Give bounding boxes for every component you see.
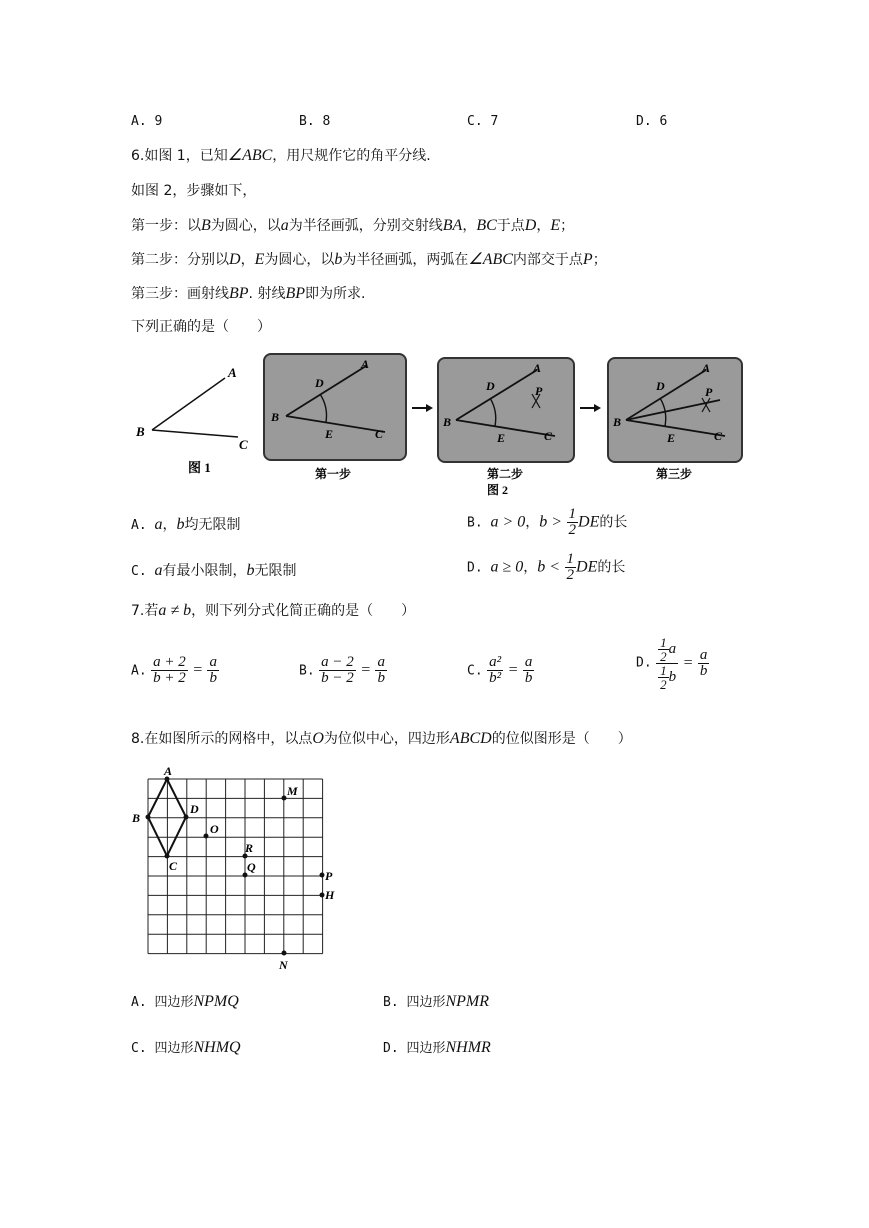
- t: 7.若: [131, 603, 159, 619]
- t: D.: [636, 655, 652, 671]
- q6-step1: [131, 216, 574, 236]
- t: a: [209, 654, 217, 670]
- t: D. 四边形: [383, 1041, 446, 1056]
- q8-stem: [131, 729, 632, 749]
- arrow-right-icon: [412, 404, 433, 412]
- t: NHMR: [445, 1039, 491, 1056]
- grid-label-o: O: [210, 822, 219, 836]
- t: a: [377, 654, 385, 670]
- figure-step2: [438, 358, 574, 497]
- t: a: [699, 647, 708, 663]
- q7a-left: [151, 655, 188, 686]
- t: b: [246, 562, 255, 579]
- t: B. 四边形: [383, 995, 446, 1010]
- q7-option-b: [299, 655, 387, 686]
- t: ，: [162, 517, 177, 533]
- t: ；: [592, 252, 607, 268]
- t: DE: [576, 558, 598, 576]
- t: A.: [131, 663, 147, 679]
- t: ，则下列分式化简正确的是（ ）: [191, 603, 416, 619]
- s2-label-b: B: [443, 415, 452, 429]
- grid-label-n: N: [279, 958, 288, 972]
- q7-option-c: [467, 655, 534, 686]
- t: ，: [536, 218, 551, 234]
- t: b: [377, 670, 385, 686]
- s2-caption: 第二步: [487, 467, 524, 481]
- t: ，: [240, 252, 255, 268]
- q6-angle: ∠ABC: [227, 147, 273, 164]
- t: b: [668, 668, 677, 685]
- t: A. 四边形: [131, 995, 194, 1010]
- t: a²: [489, 654, 502, 670]
- q7b-right: [375, 655, 387, 686]
- s2-label-c: C: [544, 429, 553, 443]
- t: b: [176, 516, 185, 533]
- q6-line1-pre: 6.如图 1，已知: [131, 148, 228, 164]
- q6-figures: [130, 350, 750, 505]
- t: NHMQ: [193, 1039, 241, 1056]
- t: ，: [462, 218, 477, 234]
- t: 的长: [599, 514, 628, 531]
- q6-option-b: [467, 507, 627, 538]
- t: b <: [537, 558, 561, 576]
- t: b: [699, 663, 708, 679]
- t: 的长: [597, 559, 626, 576]
- t: 的位似图形是（ ）: [491, 731, 632, 747]
- s1-caption: 第一步: [315, 467, 352, 481]
- s3-label-b: B: [613, 415, 622, 429]
- q5-option-a: A. 9: [131, 114, 163, 129]
- q8-option-d: [383, 1038, 491, 1059]
- q7a-right: [207, 655, 219, 686]
- t: a: [154, 562, 163, 579]
- t: 为半径画弧，两弧在: [342, 252, 469, 268]
- q6-prompt: 下列正确的是（ ）: [131, 319, 271, 335]
- q6-b-fraction: [567, 507, 579, 538]
- grid-label-d: D: [190, 802, 199, 816]
- grid-label-h: H: [325, 888, 335, 902]
- t: 2: [568, 522, 577, 538]
- t: B.: [467, 515, 491, 531]
- q8-option-c: [131, 1038, 241, 1059]
- q6-option-c: [131, 561, 296, 582]
- s1-label-e: E: [325, 427, 334, 441]
- q6-line2: 如图 2，步骤如下，: [131, 183, 257, 199]
- q7c-left: [487, 655, 503, 686]
- t: 为半径画弧，分别交射线: [288, 218, 443, 234]
- s3-label-d: D: [656, 379, 665, 393]
- t: b²: [489, 670, 502, 686]
- s2-label-a: A: [533, 361, 542, 375]
- s3-label-a: A: [702, 361, 711, 375]
- fig1-label-b: B: [136, 424, 145, 439]
- figure-step3: [608, 358, 742, 481]
- t: DE: [578, 513, 600, 531]
- t: a: [524, 654, 533, 670]
- q7b-left: [319, 655, 356, 686]
- s2-label-p: P: [535, 384, 543, 398]
- q7d-right: [698, 648, 710, 679]
- t: b: [334, 251, 343, 268]
- q5-option-c: C. 7: [467, 114, 499, 129]
- q5-option-b: B. 8: [299, 114, 331, 129]
- fig1-label-c: C: [239, 437, 248, 452]
- s3-label-e: E: [667, 431, 676, 445]
- grid-label-c: C: [169, 859, 178, 873]
- t: a + 2: [153, 654, 186, 670]
- t: D: [524, 217, 537, 234]
- t: . 射线: [248, 286, 286, 302]
- grid-label-m: M: [287, 784, 298, 798]
- t: a: [668, 640, 677, 657]
- t: =: [192, 661, 203, 679]
- t: =: [507, 661, 519, 679]
- t: 第二步：分别以: [131, 252, 229, 268]
- t: 1: [566, 551, 575, 567]
- t: BP: [285, 285, 305, 302]
- t: E: [550, 217, 561, 234]
- t: B: [201, 217, 211, 234]
- grid-label-q: Q: [247, 860, 256, 874]
- t: 为位似中心，四边形: [323, 731, 450, 747]
- t: P: [582, 251, 593, 268]
- t: a ≠ b: [158, 602, 192, 619]
- fig1-caption: 图 1: [188, 460, 211, 475]
- s1-label-c: C: [375, 427, 384, 441]
- t: 2: [566, 567, 575, 583]
- q6-step2: [131, 250, 607, 270]
- t: ∠ABC: [468, 251, 513, 268]
- q7-stem: [131, 601, 415, 621]
- t: b: [209, 670, 217, 686]
- grid-label-p: P: [325, 869, 333, 883]
- s1-label-b: B: [271, 410, 280, 424]
- s1-label-d: D: [315, 376, 324, 390]
- t: C.: [131, 564, 155, 579]
- t: 2: [660, 649, 667, 664]
- t: C.: [467, 663, 483, 679]
- q6-line1-post: ，用尺规作它的角平分线.: [272, 148, 431, 164]
- q6-line1: [131, 146, 431, 166]
- t: =: [682, 654, 694, 672]
- q6-d-fraction: [565, 552, 577, 583]
- t: a: [280, 217, 289, 234]
- t: ，: [525, 514, 540, 531]
- s2-label-d: D: [486, 379, 495, 393]
- t: 于点: [496, 218, 525, 234]
- q6-option-a: [131, 515, 240, 536]
- q7d-left: [656, 636, 678, 691]
- arrow-right-icon: [580, 404, 601, 412]
- s2-label-e: E: [497, 431, 506, 445]
- figure-1-angle: [135, 365, 248, 475]
- t: 1: [660, 663, 667, 678]
- t: 1: [568, 506, 577, 522]
- t: =: [360, 661, 371, 679]
- t: C. 四边形: [131, 1041, 194, 1056]
- t: BA: [442, 217, 463, 234]
- t: D: [229, 251, 241, 268]
- t: 内部交于点: [512, 252, 583, 268]
- q7-option-d: [636, 636, 709, 691]
- t: NPMQ: [193, 993, 239, 1010]
- t: b + 2: [153, 670, 186, 686]
- t: ；: [560, 218, 575, 234]
- q8-grid-figure: [128, 760, 348, 975]
- s3-caption: 第三步: [656, 467, 693, 481]
- t: E: [254, 251, 265, 268]
- t: a − 2: [321, 654, 354, 670]
- grid-label-r: R: [245, 841, 254, 855]
- t: B.: [299, 663, 315, 679]
- t: b: [524, 670, 533, 686]
- q6-step3: [131, 284, 365, 304]
- t: BP: [229, 285, 249, 302]
- q8-option-a: [131, 992, 239, 1013]
- q7d-denominator: [656, 664, 678, 691]
- t: NPMR: [445, 993, 490, 1010]
- q7d-numerator: [656, 636, 678, 664]
- q6-option-d: [467, 552, 625, 583]
- t: D.: [467, 560, 491, 576]
- t: 即为所求.: [305, 286, 366, 302]
- t: ，: [523, 559, 538, 576]
- t: 第三步：画射线: [131, 286, 229, 302]
- grid-label-b: B: [132, 811, 141, 825]
- t: 均无限制: [184, 517, 241, 533]
- t: 第一步：以: [131, 218, 201, 234]
- q7-option-a: [131, 655, 219, 686]
- t: ABCD: [449, 730, 492, 747]
- t: a ≥ 0: [490, 558, 524, 576]
- s1-label-a: A: [361, 357, 370, 371]
- t: 1: [660, 635, 667, 650]
- t: a: [154, 516, 163, 533]
- t: O: [312, 730, 324, 747]
- figure-step1: [264, 354, 406, 481]
- t: 有最小限制，: [162, 563, 247, 579]
- t: 为圆心，以: [264, 252, 335, 268]
- t: a > 0: [490, 513, 526, 531]
- s3-label-c: C: [714, 429, 723, 443]
- q8-option-b: [383, 992, 489, 1013]
- t: 为圆心，以: [210, 218, 281, 234]
- fig2-caption: 图 2: [487, 483, 509, 497]
- t: b >: [539, 513, 563, 531]
- t: A.: [131, 518, 155, 533]
- grid-label-a: A: [164, 764, 173, 778]
- s3-label-p: P: [705, 385, 713, 399]
- fig1-label-a: A: [228, 365, 237, 380]
- t: BC: [476, 217, 497, 234]
- q7c-right: [523, 655, 535, 686]
- t: 无限制: [254, 563, 297, 579]
- q5-option-d: D. 6: [636, 114, 668, 129]
- t: 8.在如图所示的网格中，以点: [131, 731, 313, 747]
- t: b − 2: [321, 670, 354, 686]
- t: 2: [660, 677, 667, 692]
